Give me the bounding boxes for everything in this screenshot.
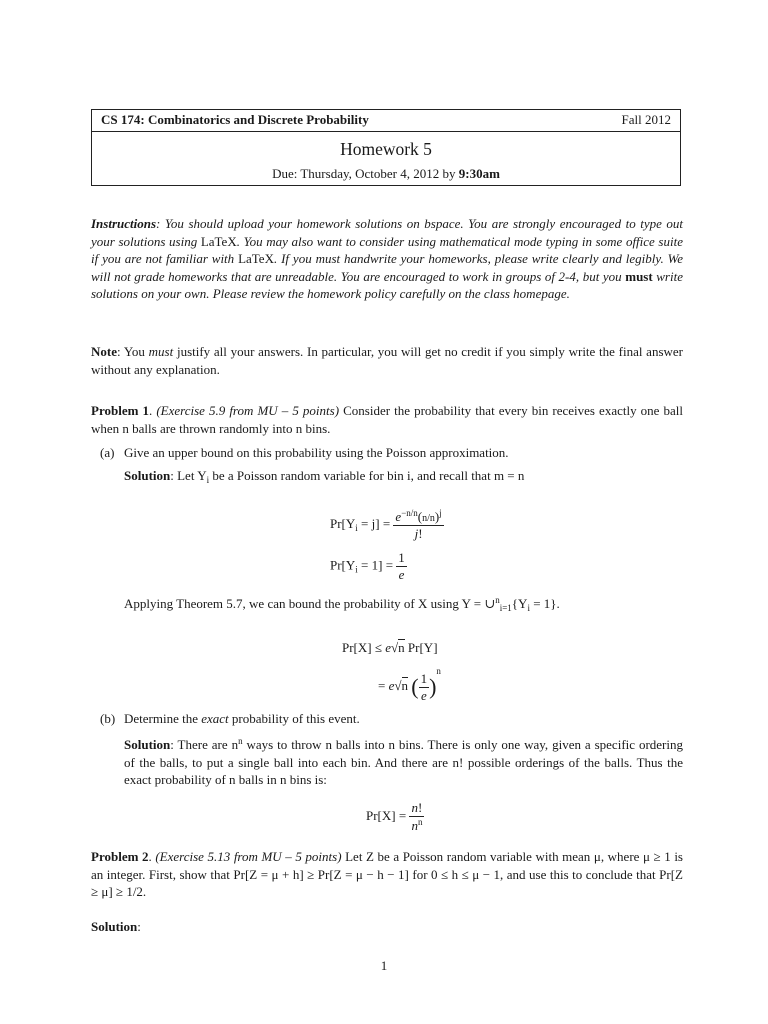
solution-colon: : xyxy=(137,919,141,934)
page-number: 1 xyxy=(380,958,388,973)
exact-emphasis: exact xyxy=(201,711,229,726)
must-emphasis: must xyxy=(148,344,174,359)
applying-text: = 1}. xyxy=(529,596,560,611)
homework-title: Homework 5 xyxy=(340,139,432,159)
instructions-paragraph xyxy=(91,215,683,303)
instructions-text: : You should upload your homework solutions on bspace. You are strongly encouraged to type out your solutions using xyxy=(91,216,683,249)
solution-text: : Let Y xyxy=(170,468,207,483)
problem-2-source: (Exercise 5.13 from MU – 5 points) xyxy=(155,849,342,864)
solution-label: Solution xyxy=(91,919,138,934)
course-title: CS 174: Combinatorics and Discrete Probability xyxy=(101,112,369,127)
solution-text: : There are n xyxy=(170,737,239,752)
due-text: Due: Thursday, October 4, 2012 by xyxy=(272,166,459,181)
note-paragraph xyxy=(91,343,683,378)
due-time: 9:30am xyxy=(458,166,500,181)
instructions-label: Instructions xyxy=(91,216,157,231)
part-b-solution: Solution: There are $n^n$ ways to throw n balls into n bins. There is only one way, given a specific ordering of the balls, to put a single ball into each bin. And there are n! possible orderings of the balls. Thus the exact probability of n balls in n bins is: xyxy=(124,736,683,787)
problem-2-solution xyxy=(91,918,683,936)
note-text: justify all your answers. In particular, you will get no credit if you simply write the final answer without any explanation. xyxy=(91,344,683,377)
header-box xyxy=(91,109,681,186)
part-a xyxy=(100,444,683,462)
problem-1-label: Problem 1 xyxy=(91,403,149,418)
note-label: Note xyxy=(91,344,117,359)
term: Fall 2012 xyxy=(621,112,671,127)
latex-logo: LaTeX xyxy=(238,251,274,266)
problem-1-text: Consider the probability that every bin receives exactly one ball when n balls are thrown randomly into n bins. xyxy=(91,403,683,436)
problem-2-text: Let Z be a Poisson random variable with mean μ, where μ ≥ 1 is an integer. First, show that Pr[Z = μ + h] ≥ Pr[Z = μ − h − 1] for 0 ≤ h ≤ μ − 1, and use this to conclude that Pr[Z ≥ μ] ≥ 1/2. xyxy=(91,849,683,899)
part-a-text: Give an upper bound on this probability using the Poisson approximation. xyxy=(124,445,509,460)
part-b-text-end: probability of this event. xyxy=(228,711,360,726)
problem-2-statement: Problem 2. (Exercise 5.13 from MU – 5 points) Let Z be a Poisson random variable with mean μ, where μ ≥ 1 is an integer. First, show that Pr[Z = μ + h] ≥ Pr[Z = μ − h − 1] for 0 ≤ h ≤ μ − 1, and use this to conclude that Pr[Z ≥ μ] ≥ 1/2. xyxy=(91,849,683,899)
part-b-text-start: Determine the xyxy=(124,711,202,726)
equation-pr-yi-1: $Pr[Y_i = 1]$ = $\frac{1}{e}$ xyxy=(330,550,405,582)
must-emphasis: must xyxy=(625,268,653,284)
header-divider xyxy=(92,131,680,132)
equation-bound-result: = e√n ( $\frac{1}{e}$ )$^n$ xyxy=(378,666,441,703)
equation-bound: Pr[X] ≤ e√n Pr[Y] xyxy=(342,640,438,655)
part-b-marker: (b) xyxy=(100,711,116,726)
applying-text: {Y xyxy=(511,596,528,611)
problem-2-label: Problem 2 xyxy=(91,849,149,864)
applying-text: Applying Theorem 5.7, we can bound the probability of X using Y = ∪ xyxy=(124,596,496,611)
instructions-text: write solutions on your own. Please review the homework policy carefully on the class homepage. xyxy=(91,268,683,301)
note-text: : You xyxy=(117,344,149,359)
part-a-marker: (a) xyxy=(100,445,115,460)
solution-text: ways to throw n balls into n bins. There is only one way, given a specific ordering of the balls, to put a single ball into each bin. And there are n! possible orderings of the balls. Thus the exact probability of n balls in n bins is: xyxy=(124,737,683,787)
solution-label: Solution xyxy=(124,468,171,483)
solution-label: Solution xyxy=(124,737,171,752)
due-line xyxy=(92,166,680,182)
instructions-text: . You may also want to consider using mathematical mode typing in some office suite if you are not familiar with xyxy=(91,233,683,266)
equation-pr-yi-j: $Pr[Y_i = j]$ = $\frac{e^{-n/n}(n/n)^j}{j!}$ xyxy=(330,508,442,541)
problem-1-statement: Problem 1. (Exercise 5.9 from MU – 5 points) Consider the probability that every bin receives exactly one ball when n balls are thrown randomly into n bins. xyxy=(91,403,683,436)
equation-exact: Pr[X] = $\frac{n!}{n^n}$ xyxy=(366,800,423,833)
instructions-text: . If you must handwrite your homeworks, please write clearly and legibly. We will not grade homeworks that are unreadable. You are encouraged to work in groups of 2-4, but you xyxy=(91,251,683,284)
solution-text: be a Poisson random variable for bin i, and recall that m = n xyxy=(209,468,525,483)
applying-theorem: Applying Theorem 5.7, we can bound the probability of X using $Y = \cup^n_{i=1}\{Y_i = 1\}$. xyxy=(124,595,560,613)
latex-logo: LaTeX xyxy=(200,233,237,249)
problem-1-source: (Exercise 5.9 from MU – 5 points) xyxy=(156,403,340,418)
part-b-text xyxy=(124,710,360,728)
part-a-solution: Solution: Let $Y_i$ be a Poisson random variable for bin i, and recall that m = n xyxy=(124,468,525,485)
part-b xyxy=(100,710,683,728)
